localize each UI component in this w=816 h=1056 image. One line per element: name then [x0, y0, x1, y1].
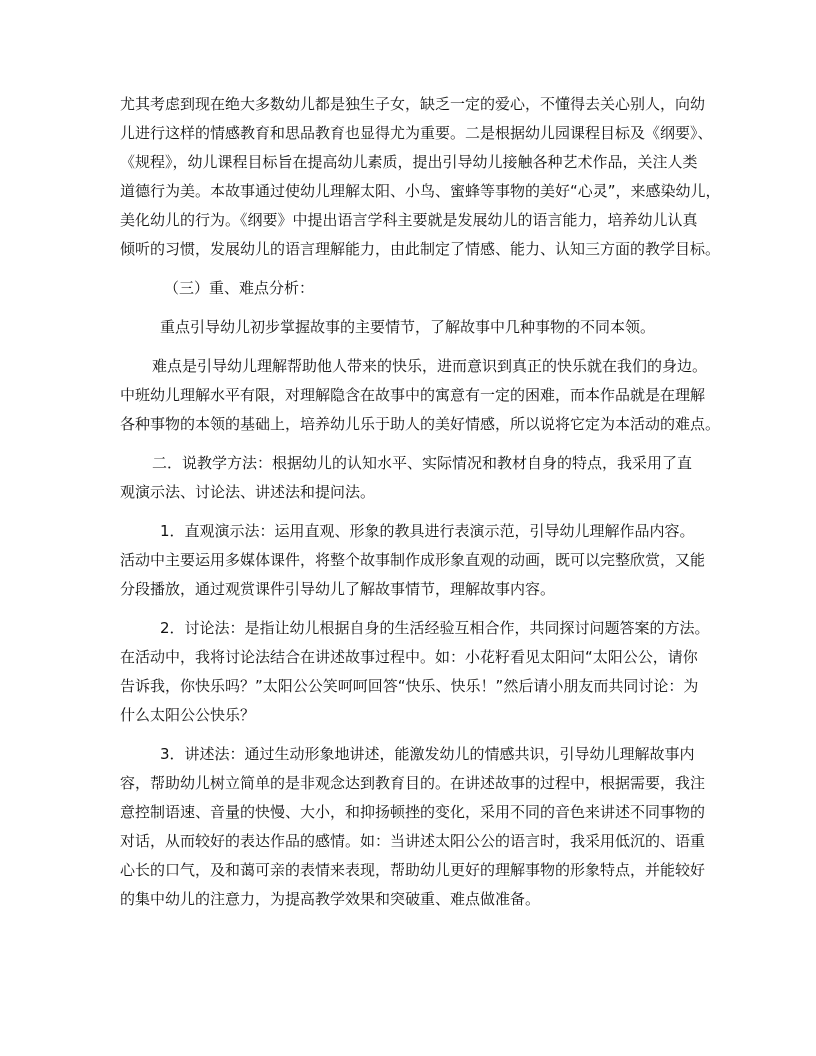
- text-line: 1．直观演示法：运用直观、形象的教具进行表演示范，引导幼儿理解作品内容。: [160, 522, 695, 540]
- text-line: 难点是引导幼儿理解帮助他人带来的快乐，进而意识到真正的快乐就在我们的身边。: [152, 357, 708, 375]
- text-line: 对话，从而较好的表达作品的感情。如：当讲述太阳公公的语言时，我采用低沉的、语重: [120, 832, 706, 850]
- text-line: 意控制语速、音量的快慢、大小，和抑扬顿挫的变化，采用不同的音色来讲述不同事物的: [120, 803, 706, 821]
- text-line: 美化幼儿的行为。《纲要》中提出语言学科主要就是发展幼儿的语言能力，培养幼儿认真: [120, 211, 698, 229]
- text-line: 倾听的习惯，发展幼儿的语言理解能力，由此制定了情感、能力、认知三方面的教学目标。: [120, 240, 721, 258]
- text-line: 什么太阳公公快乐？: [120, 706, 256, 724]
- section-heading-key-points: [120, 274, 700, 303]
- paragraph-method-narration: [120, 740, 706, 914]
- text-line: 中班幼儿理解水平有限，对理解隐含在故事中的寓意有一定的困难，而本作品就是在理解: [120, 386, 706, 404]
- paragraph-method-discussion: [120, 614, 710, 730]
- paragraph-teaching-methods: [120, 449, 700, 507]
- text-line: 重点引导幼儿初步掌握故事的主要情节，了解故事中几种事物的不同本领。: [160, 318, 656, 336]
- text-line: 在活动中，我将讨论法结合在讲述故事过程中。如：小花籽看见太阳问“太阳公公，请你: [120, 648, 698, 666]
- document-page: [120, 90, 721, 924]
- heading-text: （三）重、难点分析：: [164, 279, 315, 297]
- paragraph-difficulty: [120, 352, 721, 439]
- text-line: 各种事物的本领的基础上，培养幼儿乐于助人的美好情感，所以说将它定为本活动的难点。: [120, 415, 721, 433]
- text-line: 活动中主要运用多媒体课件，将整个故事制作成形象直观的动画，既可以完整欣赏，又能: [120, 551, 706, 569]
- text-line: 容，帮助幼儿树立简单的是非观念达到教育目的。在讲述故事的过程中，根据需要，我注: [120, 774, 706, 792]
- text-line: 儿进行这样的情感教育和思品教育也显得尤为重要。二是根据幼儿园课程目标及《纲要》、: [120, 124, 713, 142]
- text-line: 心长的口气，及和蔼可亲的表情来表现，帮助幼儿更好的理解事物的形象特点，并能较好: [120, 861, 706, 879]
- text-line: 《规程》，幼儿课程目标旨在提高幼儿素质，提出引导幼儿接触各种艺术作品，关注人类: [120, 153, 698, 171]
- paragraph-intro-goals: [120, 90, 721, 264]
- text-line: 2．讨论法：是指让幼儿根据自身的生活经验互相合作，共同探讨问题答案的方法。: [160, 619, 710, 637]
- text-line: 分段播放，通过观赏课件引导幼儿了解故事情节，理解故事内容。: [120, 580, 556, 598]
- text-line: 3．讲述法：通过生动形象地讲述，能激发幼儿的情感共识，引导幼儿理解故事内: [160, 745, 695, 763]
- paragraph-key-point: [120, 313, 700, 342]
- text-line: 的集中幼儿的注意力，为提高教学效果和突破重、难点做准备。: [120, 890, 541, 908]
- paragraph-method-demo: [120, 517, 706, 604]
- text-line: 尤其考虑到现在绝大多数幼儿都是独生子女，缺乏一定的爱心，不懂得去关心别人，向幼: [120, 95, 706, 113]
- text-line: 观演示法、讨论法、讲述法和提问法。: [120, 483, 376, 501]
- text-line: 二．说教学方法：根据幼儿的认知水平、实际情况和教材自身的特点，我采用了直: [152, 454, 693, 472]
- text-line: 告诉我，你快乐吗？”太阳公公笑呵呵回答“快乐、快乐！”然后请小朋友而共同讨论：为: [120, 677, 699, 695]
- text-line: 道德行为美。本故事通过使幼儿理解太阳、小鸟、蜜蜂等事物的美好“心灵”，来感染幼儿，: [120, 182, 721, 200]
